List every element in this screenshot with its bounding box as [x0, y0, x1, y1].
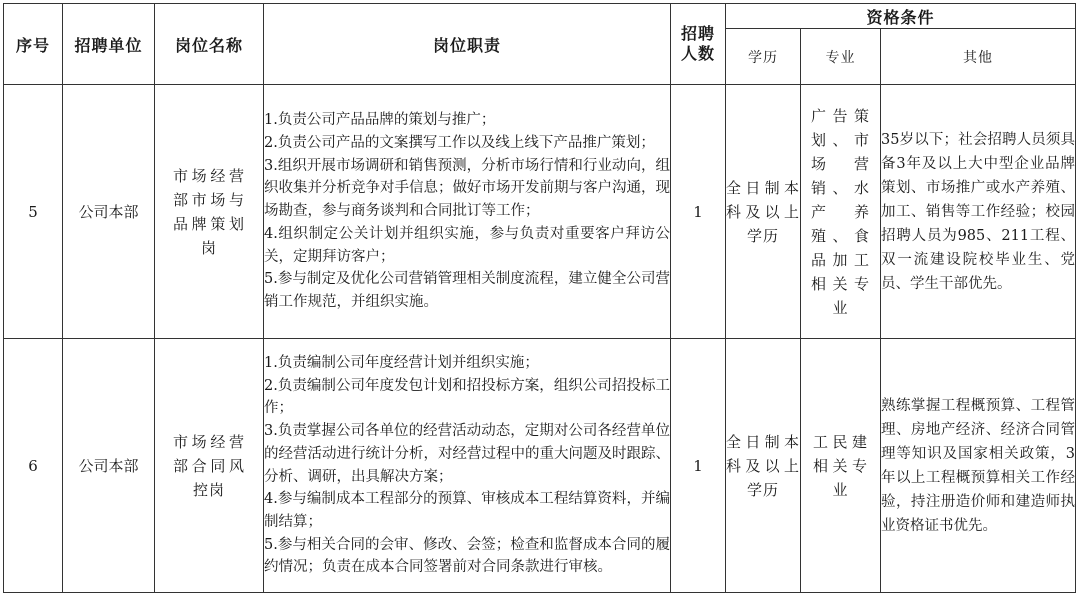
header-education: 学历: [726, 29, 801, 85]
duty-item: 4.组织制定公关计划并组织实施，参与负责对重要客户拜访公关，定期拜访客户；: [264, 225, 670, 265]
row-position: 市场经营部市场与品牌策划岗: [155, 85, 264, 339]
duty-item: 2.负责编制公司年度发包计划和招投标方案，组织公司招投标工作；: [264, 377, 670, 417]
duty-item: 1.负责编制公司年度经营计划并组织实施；: [264, 354, 539, 371]
row-major: 工民建相关专业: [801, 339, 881, 593]
duty-item: 4.参与编制成本工程部分的预算、审核成本工程结算资料，并编制结算；: [264, 491, 670, 530]
duty-item: 2.负责公司产品的文案撰写工作以及线上线下产品推广策划；: [264, 135, 655, 152]
recruitment-table: [3, 3, 1076, 593]
table-row: [4, 339, 1076, 593]
row-unit: 公司本部: [63, 85, 155, 339]
header-other: 其他: [881, 29, 1076, 85]
row-education: 全日制本科及以上学历: [726, 85, 801, 339]
header-seq: 序号: [4, 4, 63, 85]
header-row: [4, 4, 1076, 29]
row-unit: 公司本部: [63, 339, 155, 593]
duty-item: 3.负责掌握公司各单位的经营活动动态，定期对公司各经营单位的经营活动进行统计分析，对经营过程中的重大问题及时跟踪、分析、调研，出具解决方案；: [264, 423, 670, 485]
row-duties: [264, 85, 671, 339]
header-position: 岗位名称: [155, 4, 264, 85]
row-other: 35岁以下；社会招聘人员须具备3年及以上大中型企业品牌策划、市场推广或水产养殖、加工、销售等工作经验；校园招聘人员为985、211工程、双一流建设院校毕业生、党员、学生干部优先。: [881, 85, 1076, 339]
row-seq: 5: [4, 85, 63, 339]
header-major: 专业: [801, 29, 881, 85]
duty-item: 5.参与相关合同的会审、修改、会签；检查和监督成本合同的履约情况；负责在成本合同签署前对合同条款进行审核。: [264, 536, 670, 576]
header-unit: 招聘单位: [63, 4, 155, 85]
duty-item: 1.负责公司产品品牌的策划与推广；: [264, 112, 496, 129]
header-qualifications: 资格条件: [726, 4, 1076, 29]
row-major: 广告策划、市场营销、水产养殖、食品加工相关专业: [801, 85, 881, 339]
row-count: 1: [671, 85, 726, 339]
row-other: 熟练掌握工程概预算、工程管理、房地产经济、经济合同管理等知识及国家相关政策，3年以上工程概预算相关工作经验，持注册造价师和建造师执业资格证书优先。: [881, 339, 1076, 593]
row-duties: [264, 339, 671, 593]
header-duties: 岗位职责: [264, 4, 671, 85]
row-education: 全日制本科及以上学历: [726, 339, 801, 593]
header-count: 招聘人数: [671, 4, 726, 85]
row-position: 市场经营部合同风控岗: [155, 339, 264, 593]
table-row: [4, 85, 1076, 339]
row-count: 1: [671, 339, 726, 593]
duty-item: 5.参与制定及优化公司营销管理相关制度流程，建立健全公司营销工作规范，并组织实施。: [264, 271, 670, 310]
duty-item: 3.组织开展市场调研和销售预测，分析市场行情和行业动向，组织收集并分析竞争对手信息；做好市场开发前期与客户沟通，现场勘查，参与商务谈判和合同批订等工作；: [264, 157, 670, 220]
row-seq: 6: [4, 339, 63, 593]
